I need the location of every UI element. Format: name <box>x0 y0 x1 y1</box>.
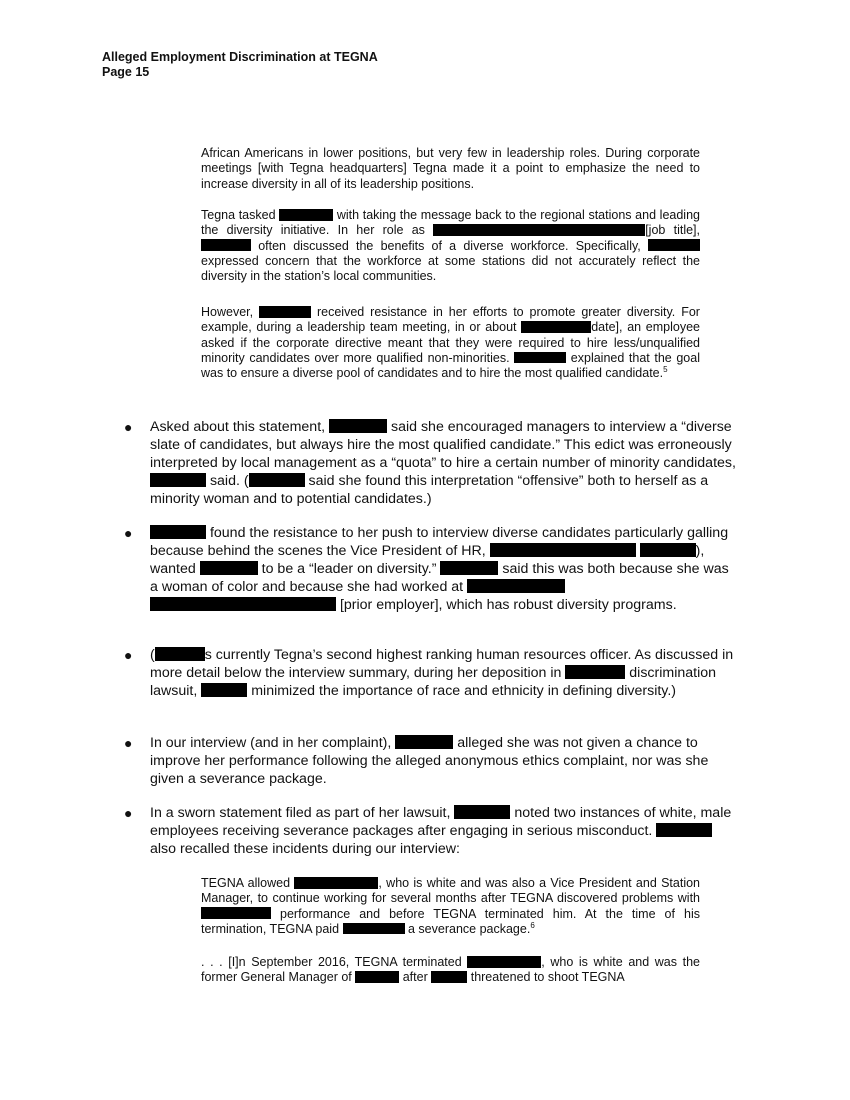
redaction <box>150 473 206 486</box>
redaction <box>431 971 467 983</box>
bullet-icon: ● <box>124 419 133 435</box>
redaction <box>200 561 258 574</box>
redaction <box>201 907 271 919</box>
text-run: to be a “leader on diversity.” <box>261 561 437 577</box>
quote-block-3 <box>201 305 700 381</box>
redaction <box>467 956 541 968</box>
text-run: discrimination lawsuit, <box>150 665 717 699</box>
text-run: Tegna tasked <box>201 208 276 222</box>
text-run: In our interview (and in her complaint), <box>150 735 392 751</box>
redaction <box>490 543 636 556</box>
redaction <box>454 805 510 818</box>
quote-text: African Americans in lower positions, but very few in leadership roles. During corporate meetings [with Tegna headquarters] Tegna made it a point to emphasize the need to increase diversity in all of its leadership positions. <box>201 146 700 191</box>
bullet-icon: ● <box>124 647 133 663</box>
bullet-item-2 <box>150 524 740 614</box>
bullet-icon: ● <box>124 525 133 541</box>
redaction <box>294 877 378 889</box>
redaction <box>279 209 333 221</box>
bullet-item-1 <box>150 418 740 508</box>
text-run: a severance package. <box>408 921 531 936</box>
redaction <box>329 419 387 432</box>
redaction <box>648 239 700 251</box>
redaction <box>514 352 566 364</box>
bullet-icon: ● <box>124 735 133 751</box>
text-run: noted two instances of white, male employees receiving severance packages after engaging in serious misconduct. <box>150 805 732 839</box>
text-run: ( <box>150 647 155 663</box>
text-run: found the resistance to her push to interview diverse candidates particularly galling because behind the scenes the Vice President of HR, <box>150 525 729 559</box>
text-run: [job title], <box>645 223 700 238</box>
text-run: Asked about this statement, <box>150 419 326 435</box>
text-run: s currently Tegna’s second highest ranking human resources officer. As discussed in more detail below the interview summary, during her deposition in <box>150 647 734 681</box>
text-run: performance and before TEGNA terminated him. At the time of his termination, TEGNA paid <box>201 906 700 936</box>
redaction <box>201 239 251 251</box>
redaction <box>150 525 206 538</box>
text-run: However, <box>201 305 254 319</box>
quote-block-2 <box>201 208 700 284</box>
redaction <box>249 473 305 486</box>
quote-block-4 <box>201 876 700 937</box>
text-run: , who is white and was also a Vice President and Station Manager, to continue working for several months after TEGNA discovered problems with <box>201 876 701 906</box>
text-run: also recalled these incidents during our interview: <box>150 841 460 857</box>
redaction <box>640 543 696 556</box>
text-run: alleged she was not given a chance to improve her performance following the alleged anonymous ethics complaint, nor was she given a severance package. <box>150 735 709 787</box>
document-title: Alleged Employment Discrimination at TEGNA <box>102 50 378 64</box>
text-run: In a sworn statement filed as part of her lawsuit, <box>150 805 451 821</box>
text-run: date], an employee asked if the corporate directive meant that they were required to hire less/unqualified minority candidates over more qualified non-minorities. <box>201 320 700 365</box>
text-run: received resistance in her efforts to promote greater diversity. For example, during a leadership team meeting, in or about <box>201 305 700 335</box>
footnote-ref: 6 <box>530 920 535 930</box>
redaction <box>521 321 591 333</box>
text-run: with taking the message back to the regional stations and leading the diversity initiative. In her role as <box>201 208 700 238</box>
redaction <box>395 735 453 748</box>
redaction <box>355 971 399 983</box>
redaction <box>343 923 405 935</box>
text-run: minimized the importance of race and ethnicity in defining diversity.) <box>251 683 676 699</box>
text-run: [prior employer], which has robust diversity programs. <box>339 597 677 613</box>
redaction <box>433 224 645 236</box>
text-run: threatened to shoot TEGNA <box>470 970 625 985</box>
redaction <box>259 306 311 318</box>
redaction <box>440 561 498 574</box>
text-run: said she encouraged managers to interview a “diverse slate of candidates, but always hire the most qualified candidate.” This edict was erroneously interpreted by local management as a “quota” to hire a certain number of minority candidates, <box>150 419 736 471</box>
page-number: Page 15 <box>102 65 150 79</box>
bullet-icon: ● <box>124 805 133 821</box>
text-run: expressed concern that the workforce at some stations did not accurately reflect the diversity in the station’s local communities. <box>201 253 700 284</box>
bullet-item-3 <box>150 646 740 700</box>
text-run: after <box>402 970 428 985</box>
redaction <box>201 683 247 696</box>
redaction <box>656 823 712 836</box>
redaction <box>150 597 336 610</box>
bullet-item-5 <box>150 804 740 858</box>
redaction <box>565 665 625 678</box>
text-run: often discussed the benefits of a diverse workforce. Specifically, <box>258 238 641 253</box>
text-run: , who is white and was the former General Manager of <box>201 955 700 985</box>
quote-block-5 <box>201 955 700 986</box>
text-run: said. ( <box>209 473 249 489</box>
text-run: ), wanted <box>150 543 705 577</box>
quote-block-1 <box>201 146 700 192</box>
page-header <box>102 50 378 80</box>
text-run: TEGNA allowed <box>201 876 291 890</box>
text-run: said this was both because she was a woman of color and because she had worked at <box>150 561 729 595</box>
text-run: . . . [I]n September 2016, TEGNA terminated <box>201 955 462 969</box>
text-run: explained that the goal was to ensure a diverse pool of candidates and to hire the most qualified candidate. <box>201 350 700 381</box>
footnote-ref: 5 <box>663 365 668 375</box>
bullet-item-4 <box>150 734 740 788</box>
text-run: said she found this interpretation “offensive” both to herself as a minority woman and to potential candidates.) <box>150 473 709 507</box>
redaction <box>467 579 565 592</box>
redaction <box>155 647 205 660</box>
